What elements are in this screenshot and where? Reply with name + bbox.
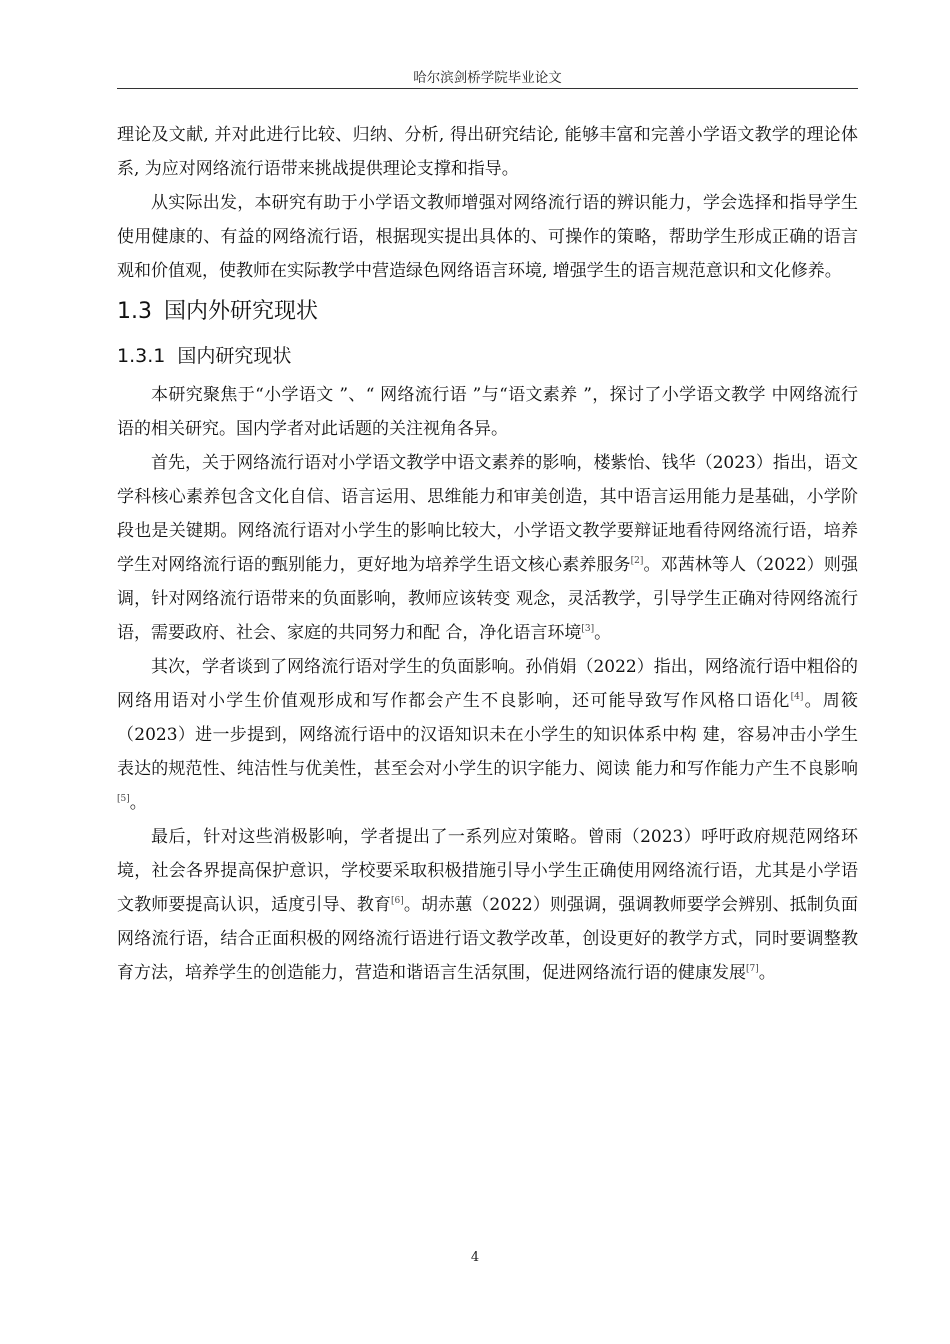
paragraph-last-part-2: 。胡赤蕙（2022）则强调，强调教师要学会辨别、抵制负面网络流行语，结合正面积极的网络流行语进行语文教学改革，创设更好的教学方式，同时要调整教育方法，培养学生的创造能力，营造和谐语言生活氛围，促进网络流行语的健康发展 — [117, 895, 859, 983]
subsection-number: 1.3.1 — [117, 345, 166, 367]
citation-2: [2] — [630, 556, 644, 566]
paragraph-second-part-3: 。 — [129, 793, 147, 813]
section-title: 国内外研究现状 — [164, 299, 319, 324]
section-number: 1.3 — [117, 299, 152, 324]
page-number: 4 — [470, 1250, 480, 1265]
header-rule — [117, 88, 858, 89]
paragraph-second-part-1: 其次，学者谈到了网络流行语对学生的负面影响。孙俏娟（2022）指出，网络流行语中粗俗的网络用语对小学生价值观形成和写作都会产生不良影响，还可能导致写作风格口语化 — [117, 657, 858, 711]
paragraph-first-part-1: 首先，关于网络流行语对小学语文教学中语文素养的影响，楼紫怡、钱华（2023）指出，语文学科核心素养包含文化自信、语言运用、思维能力和审美创造，其中语言运用能力是基础，小学阶段也是关键期。网络流行语对小学生的影响比较大，小学语文教学要辩证地看待网络流行语，培养学生对网络流行语的甄别能力，更好地为培养学生语文核心素养服务 — [117, 453, 858, 575]
paragraph-first-part-2: 。邓茜林等人（2022）则强调，针对网络流行语带来的负面影响，教师应该转变 观念，灵活教学，引导学生正确对待网络流行语，需要政府、社会、家庭的共同努力和配 合，净化语言环境 — [117, 555, 859, 643]
paragraph-last-part-1: 最后，针对这些消极影响，学者提出了一系列应对策略。曾雨（2023）呼吁政府规范网络环境，社会各界提高保护意识，学校要采取积极措施引导小学生正确使用网络流行语，尤其是小学语文教师要提高认识，适度引导、教育 — [117, 827, 858, 915]
subsection-title: 国内研究现状 — [177, 345, 292, 367]
running-header: 哈尔滨剑桥学院毕业论文 — [413, 70, 562, 86]
section-heading — [117, 290, 858, 334]
paragraph-last-part-3: 。 — [758, 963, 776, 983]
paragraph-practical-significance: 从实际出发，本研究有助于小学语文教师增强对网络流行语的辨识能力，学会选择和指导学生使用健康的、有益的网络流行语，根据现实提出具体的、可操作的策略，帮助学生形成正确的语言观和价值观，使教师在实际教学中营造绿色网络语言环境, 增强学生的语言规范意识和文化修养。 — [117, 193, 858, 281]
paragraph-last — [117, 820, 858, 990]
paragraph-research-focus: 本研究聚焦于“小学语文 ”、“ 网络流行语 ”与“语文素养 ”，探讨了小学语文教学 中网络流行语的相关研究。国内学者对此话题的关注视角各异。 — [117, 385, 858, 439]
paragraph-first-part-3: 。 — [594, 623, 612, 643]
citation-4: [4] — [790, 692, 804, 702]
citation-6: [6] — [390, 896, 404, 906]
citation-5: [5] — [117, 794, 130, 804]
paragraph-second-part-2: 。周筱（2023）进一步提到，网络流行语中的汉语知识未在小学生的知识体系中构 建，容易冲击小学生表达的规范性、纯洁性与优美性，甚至会对小学生的识字能力、阅读 能力和写作能力产生不良影响 — [117, 691, 859, 779]
citation-7: [7] — [746, 964, 759, 974]
paragraph-second — [117, 650, 858, 820]
body-text — [117, 118, 858, 990]
subsection-heading — [117, 334, 858, 378]
paragraph-continued: 理论及文献, 并对此进行比较、归纳、分析, 得出研究结论, 能够丰富和完善小学语文教学的理论体系, 为应对网络流行语带来挑战提供理论支撑和指导。 — [117, 125, 858, 179]
paragraph-first — [117, 446, 858, 650]
citation-3: [3] — [581, 624, 595, 634]
